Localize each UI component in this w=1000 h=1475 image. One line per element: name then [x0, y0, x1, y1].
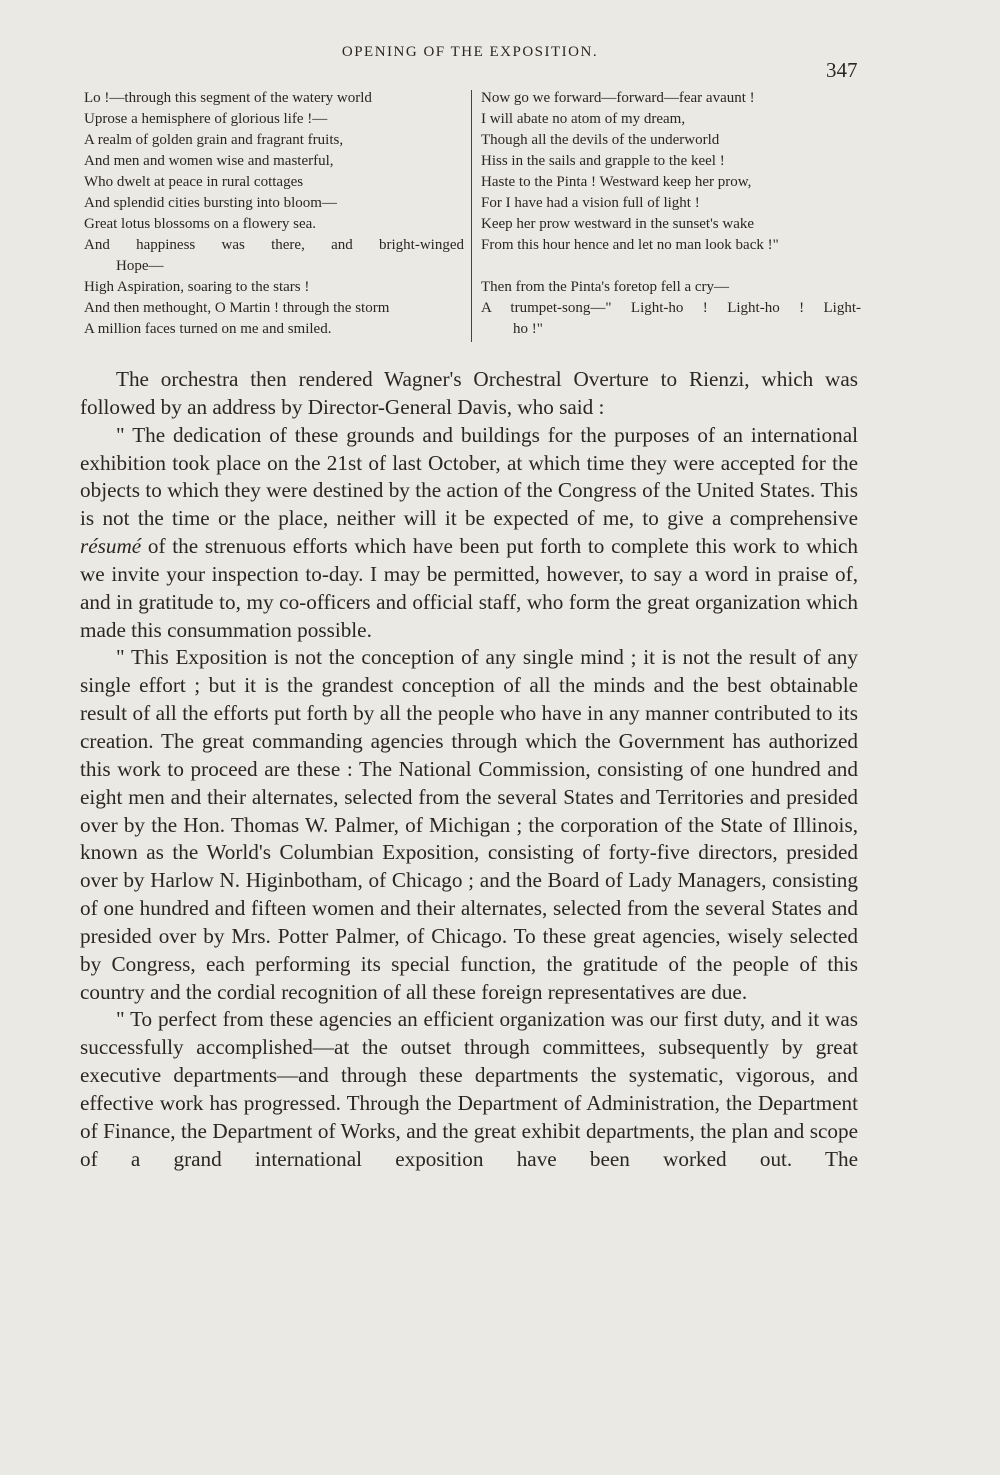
poem-line: A trumpet-song—" Light-ho ! Light-ho ! Light-: [481, 300, 861, 316]
prose-body: [80, 366, 858, 1173]
poem-line: And men and women wise and masterful,: [84, 153, 334, 169]
poem-line: Haste to the Pinta ! Westward keep her prow,: [481, 174, 752, 190]
poem-line: Keep her prow westward in the sunset's wake: [481, 216, 755, 232]
poem-line: Who dwelt at peace in rural cottages: [84, 174, 304, 190]
paragraph: [80, 422, 858, 645]
poem-line: Uprose a hemisphere of glorious life !—: [84, 111, 328, 127]
poem-line: I will abate no atom of my dream,: [481, 111, 686, 127]
poem-line: And then methought, O Martin ! through the storm: [84, 300, 390, 316]
page-number: 347: [826, 58, 858, 82]
italic-word: résumé: [80, 534, 142, 559]
poem-line: For I have had a vision full of light !: [481, 195, 700, 211]
poem-line: Lo !—through this segment of the watery world: [84, 90, 372, 106]
poem-line: ho !": [513, 321, 543, 337]
poem-line: Then from the Pinta's foretop fell a cry—: [481, 279, 730, 295]
poem-line: Now go we forward—forward—fear avaunt !: [481, 90, 755, 106]
poem-line: And splendid cities bursting into bloom—: [84, 195, 337, 211]
running-title: OPENING OF THE EXPOSITION.: [341, 44, 599, 60]
paragraph-text: " The dedication of these grounds and buildings for the purposes of an international exhibition took place on the 21st of last October, at which time they were accepted for the objects to which they were destined by the action of the Congress of the United States. This is not the time or the place, neither will it be expected of me, to give a comprehensive: [80, 422, 858, 531]
poem-right-column: [481, 88, 861, 340]
poem-line: High Aspiration, soaring to the stars !: [84, 279, 310, 295]
paragraph: " This Exposition is not the conception of any single mind ; it is not the result of any single effort ; but it is the grandest conception of all the minds and the best obtainable result of all the efforts put forth by all the people who have in any manner contributed to its creation. The great commanding agencies through which the Government has authorized this work to proceed are these : The National Commission, consisting of one hundred and eight men and their alternates, selected from the several States and Territories and presided over by the Hon. Thomas W. Palmer, of Michigan ; the corporation of the State of Illinois, known as the World's Columbian Exposition, consisting of forty-five directors, presided over by Harlow N. Higinbotham, of Chicago ; and the Board of Lady Managers, consisting of one hundred and fifteen women and their alternates, selected from the several States and presided over by Mrs. Potter Palmer, of Chicago. To these great agencies, wisely selected by Congress, each performing its special function, the gratitude of the people of this country and the cordial recognition of all these foreign representatives are due.: [80, 645, 858, 1004]
poem-left-column: [84, 88, 464, 340]
poem-line: Hiss in the sails and grapple to the keel !: [481, 153, 725, 169]
poem-line: Great lotus blossoms on a flowery sea.: [84, 216, 317, 232]
stanza-break: [481, 256, 861, 277]
poem-line: A realm of golden grain and fragrant fruits,: [84, 132, 344, 148]
column-divider: [471, 90, 472, 342]
paragraph: The orchestra then rendered Wagner's Orchestral Overture to Rienzi, which was followed by an address by Director-General Davis, who said :: [80, 367, 858, 419]
poem-line: Hope—: [116, 258, 164, 274]
poem-line: From this hour hence and let no man look back !": [481, 237, 779, 253]
poem-line: A million faces turned on me and smiled.: [84, 321, 332, 337]
paragraph: " To perfect from these agencies an efficient organization was our first duty, and it was successfully accomplished—at the outset through committees, subsequently by great executive departments—and through these departments the systematic, vigorous, and effective work has progressed. Through the Department of Administration, the Department of Finance, the Department of Works, and the great exhibit departments, the plan and scope of a grand international exposition have been worked out. The: [80, 1007, 858, 1171]
poem-line: Though all the devils of the underworld: [481, 132, 720, 148]
paragraph-text: of the strenuous efforts which have been put forth to complete this work to which we invite your inspection to-day. I may be permitted, however, to say a word in praise of, and in gratitude to, my co-officers and official staff, who form the great organization which made this consummation possible.: [80, 534, 858, 642]
poem-line: And happiness was there, and bright-winged: [84, 237, 464, 253]
